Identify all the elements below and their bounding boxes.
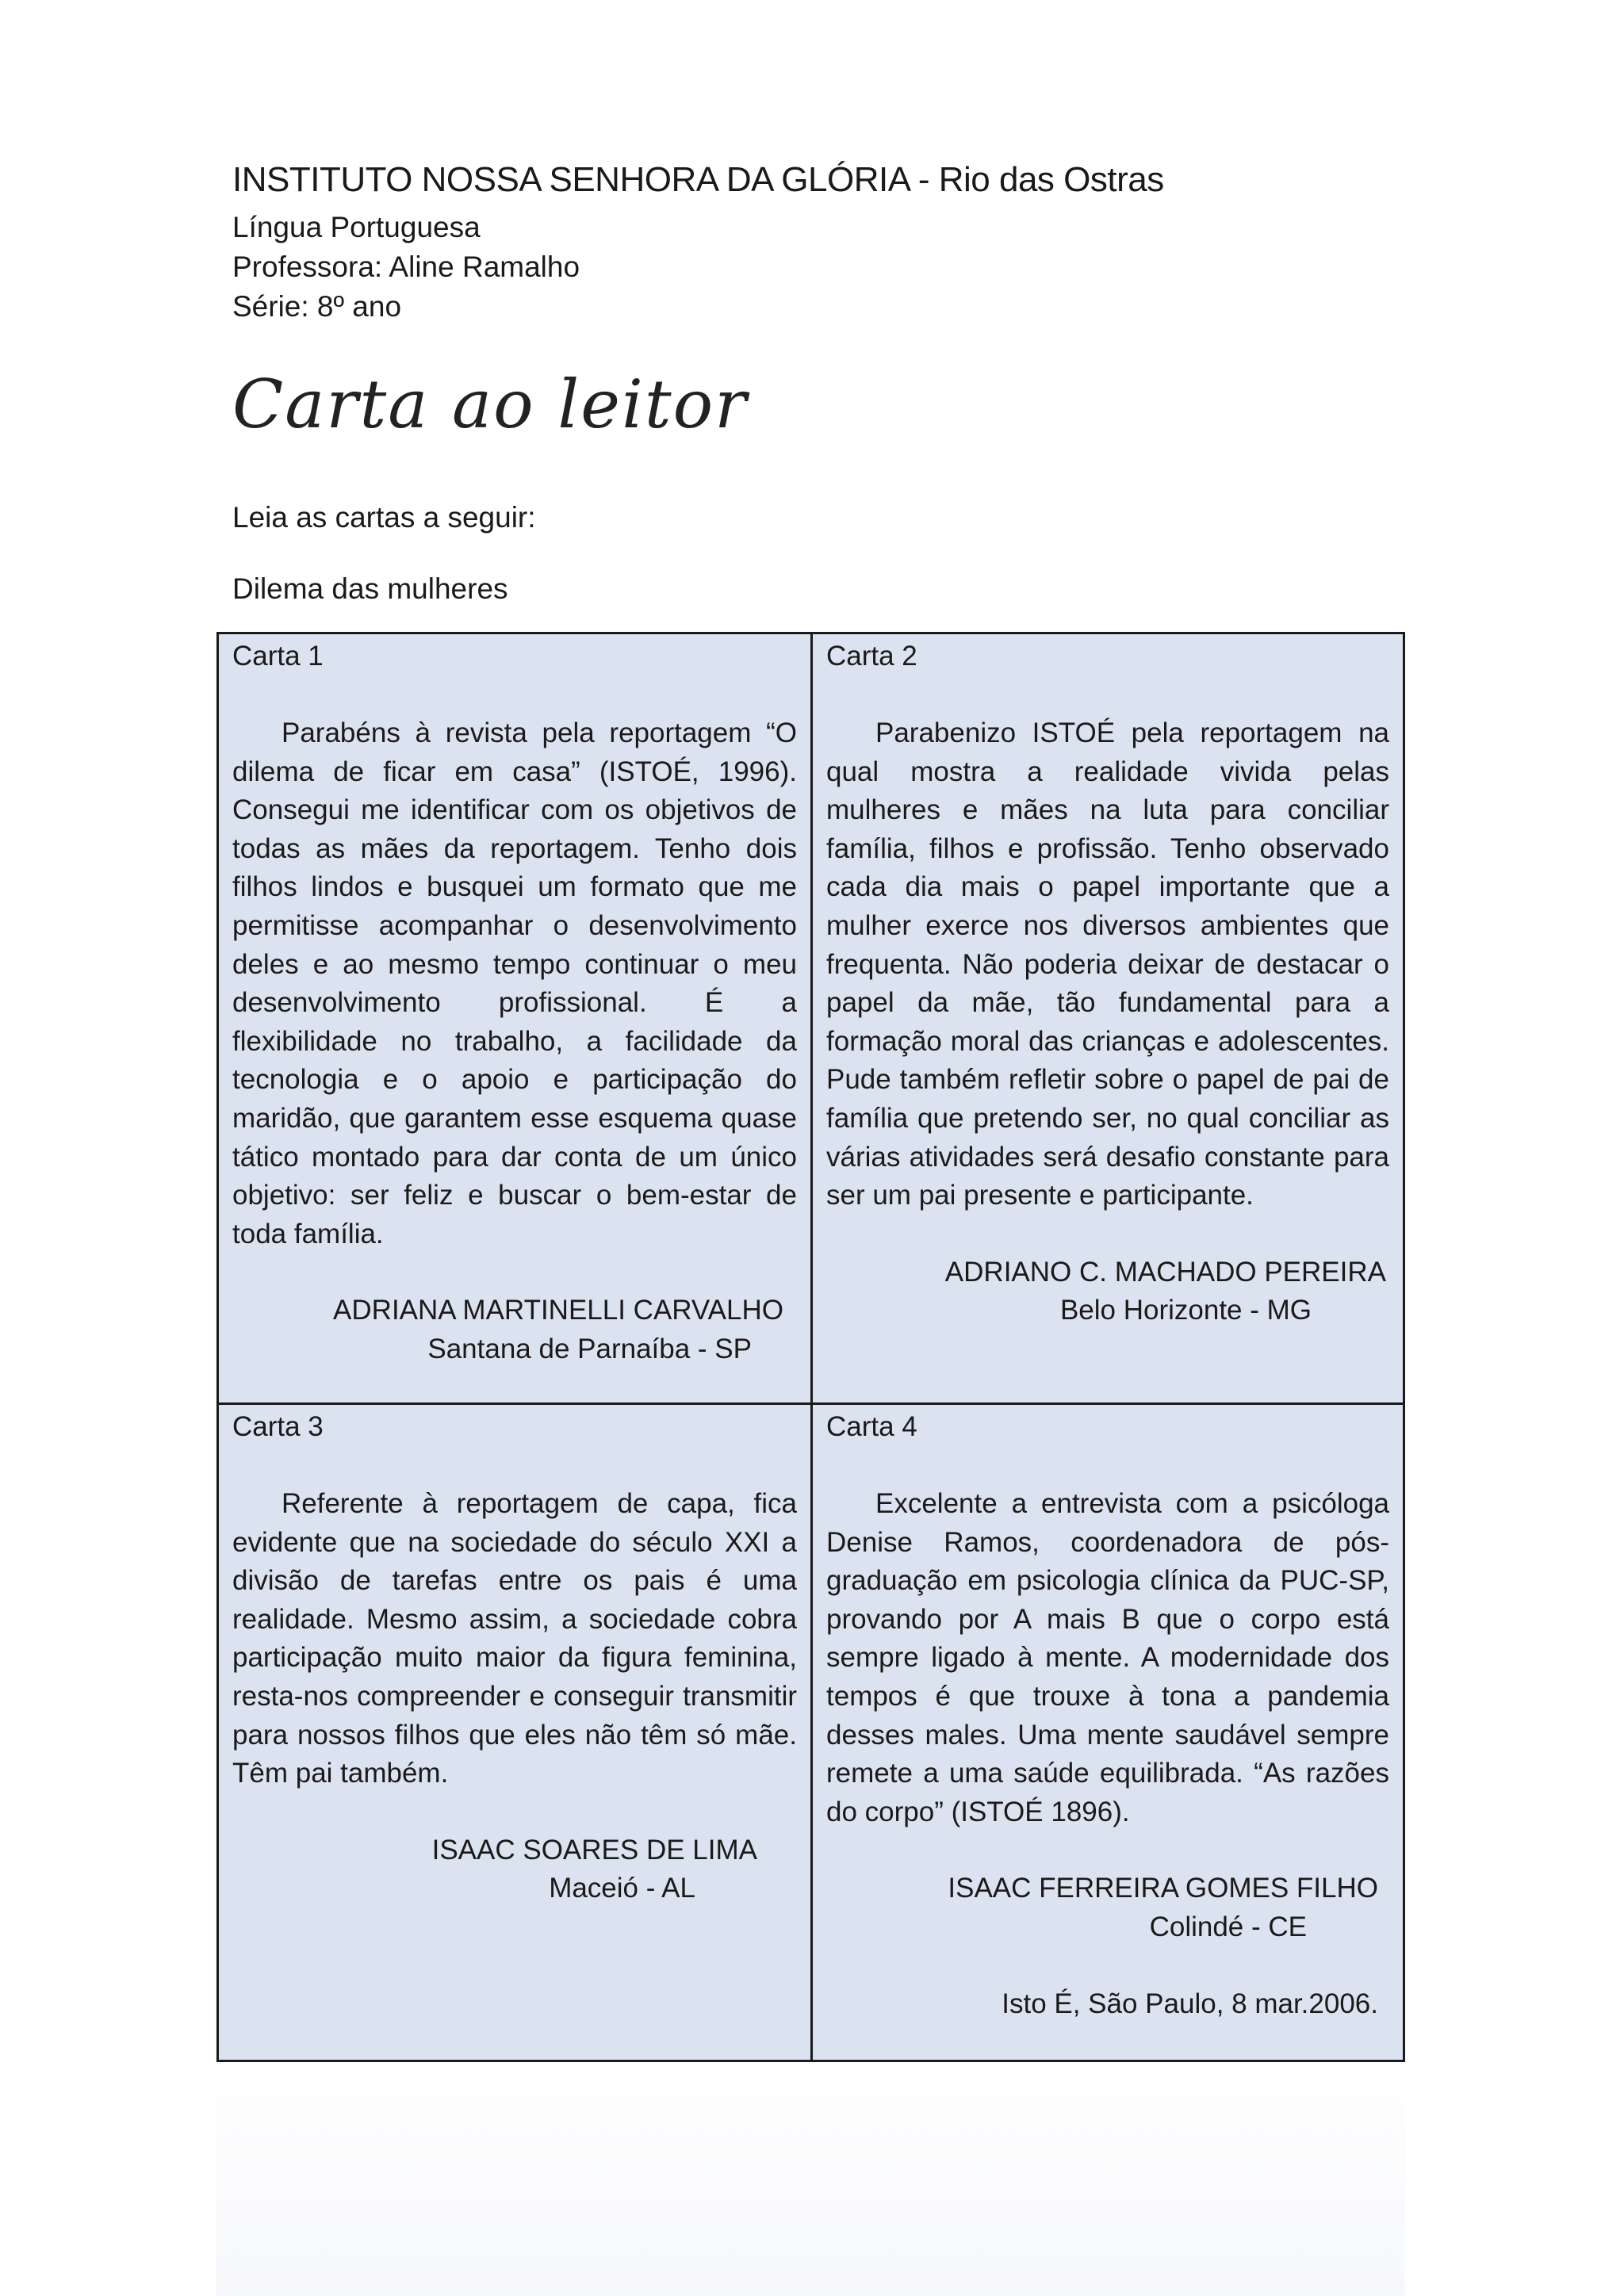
letters-table [216,632,1405,2062]
letter-label: Carta 1 [232,641,324,672]
letter-card-2 [813,634,1403,1405]
letter-label: Carta 2 [826,641,917,672]
letter-card-3 [219,1405,813,2060]
letter-label: Carta 4 [826,1411,917,1442]
letter-card-4 [813,1405,1403,2060]
subject-line: Língua Portuguesa [232,211,481,243]
school-name: INSTITUTO NOSSA SENHORA DA GLÓRIA - Rio das Ostras [232,160,1164,199]
letter-city: Belo Horizonte - MG [1059,1295,1312,1326]
letter-author: ADRIANA MARTINELLI CARVALHO [333,1295,783,1326]
page-title: Carta ao leitor [232,365,749,443]
source-citation: Isto É, São Paulo, 8 mar.2006. [1002,1988,1378,2019]
letter-author: ISAAC FERREIRA GOMES FILHO [948,1873,1378,1904]
letter-body: Parabenizo ISTOÉ pela reportagem na qual mostra a realidade vivida pelas mulheres e mães na luta para conciliar família, filhos e profissão. Tenho observado cada dia mais o papel importante que a mulher exerce nos diversos ambientes que frequenta. Não poderia deixar de destacar o papel da mãe, tão fundamental para a formação moral das crianças e adolescentes. Pude também refletir sobre o papel de pai de família que pretendo ser, no qual conciliar as várias atividades será desafio constante para ser um pai presente e participante. [826,718,1389,1211]
document-header [232,152,1164,327]
instruction-text: Leia as cartas a seguir: [232,501,536,534]
letter-city: Colindé - CE [1149,1911,1307,1942]
letter-body: Parabéns à revista pela reportagem “O dilema de ficar em casa” (ISTOÉ, 1996). Consegui me identificar com os objetivos de todas as mães da reportagem. Tenho dois filhos lindos e busquei um formato que me permitisse acompanhar o desenvolvimento deles e ao mesmo tempo continuar o meu desenvolvimento profissional. É a flexibilidade no trabalho, a facilidade da tecnologia e o apoio e participação do maridão, que garantem esse esquema quase tático montado para dar conta de um único objetivo: ser feliz e buscar o bem-estar de toda família. [232,718,797,1249]
letter-card-1 [219,634,813,1405]
section-subtitle: Dilema das mulheres [232,572,508,605]
letter-body: Excelente a entrevista com a psicóloga Denise Ramos, coordenadora de pós-graduação em psicologia clínica da PUC-SP, provando por A mais B que o corpo está sempre ligado à mente. A modernidade dos tempos é que trouxe à tona a pandemia desses males. Uma mente saudável sempre remete a uma saúde equilibrada. “As razões do corpo” (ISTOÉ 1896). [826,1488,1389,1827]
letter-body: Referente à reportagem de capa, fica evidente que na sociedade do século XXI a divisão de tarefas entre os pais é uma realidade. Mesmo assim, a sociedade cobra participação muito maior da figura feminina, resta-nos compreender e conseguir transmitir para nossos filhos que eles não têm só mãe. Têm pai também. [232,1488,797,1789]
letter-signature [826,1869,1389,1946]
letter-author: ADRIANO C. MACHADO PEREIRA [944,1256,1386,1288]
letter-signature [232,1831,797,1908]
grade-line: Série: 8º ano [232,290,402,323]
teacher-line: Professora: Aline Ramalho [232,251,580,283]
letter-label: Carta 3 [232,1411,324,1442]
letter-city: Santana de Parnaíba - SP [427,1333,752,1364]
letter-signature [826,1253,1389,1330]
letter-author: ISAAC SOARES DE LIMA [431,1834,757,1866]
page-footer-shade [216,2045,1405,2296]
letter-signature [232,1292,797,1368]
letter-city: Maceió - AL [549,1873,695,1904]
